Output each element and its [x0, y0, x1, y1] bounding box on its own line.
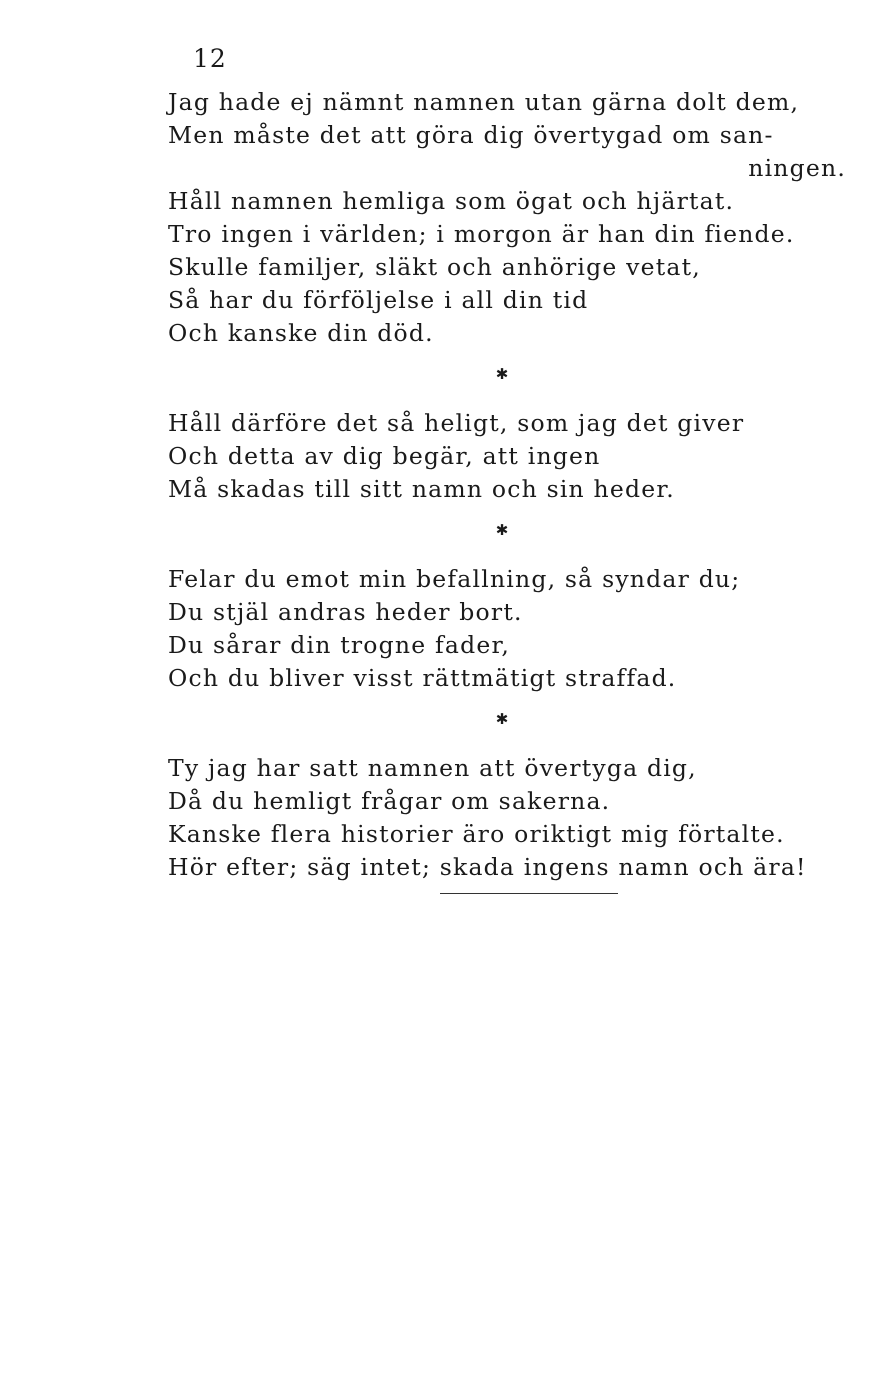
- stanza-3: [168, 563, 852, 695]
- poem-line: Du sårar din trogne fader,: [168, 631, 510, 659]
- poem-line: Då du hemligt frågar om sakerna.: [168, 787, 611, 815]
- stanza-2: [168, 407, 852, 506]
- poem-line: Jag hade ej nämnt namnen utan gärna dolt dem,: [168, 88, 800, 116]
- poem-text: [168, 86, 852, 884]
- poem-line: Du stjäl andras heder bort.: [168, 598, 523, 626]
- stanza-separator: [168, 350, 852, 407]
- stanza-1: [168, 86, 852, 350]
- asterisk-icon: ✱: [495, 365, 509, 383]
- page-number: 12: [193, 44, 227, 73]
- stanza-separator: [168, 506, 852, 563]
- asterisk-icon: ✱: [495, 521, 509, 539]
- poem-line: Så har du förföljelse i all din tid: [168, 286, 589, 314]
- poem-line: Och kanske din död.: [168, 319, 434, 347]
- poem-line: Må skadas till sitt namn och sin heder.: [168, 475, 675, 503]
- poem-line: Men måste det att göra dig övertygad om san-: [168, 121, 774, 149]
- poem-line: Ty jag har satt namnen att övertyga dig,: [168, 754, 697, 782]
- poem-line: Felar du emot min befallning, så syndar du;: [168, 565, 741, 593]
- stanza-separator: [168, 695, 852, 752]
- poem-line: Håll namnen hemliga som ögat och hjärtat.: [168, 187, 735, 215]
- poem-line: Och detta av dig begär, att ingen: [168, 442, 601, 470]
- poem-line: Skulle familjer, släkt och anhörige vetat,: [168, 253, 701, 281]
- poem-line: Kanske flera historier äro oriktigt mig förtalte.: [168, 820, 785, 848]
- poem-line: Tro ingen i världen; i morgon är han din fiende.: [168, 220, 795, 248]
- end-rule: [440, 893, 618, 894]
- stanza-4: [168, 752, 852, 884]
- poem-line: Och du bliver visst rättmätigt straffad.: [168, 664, 677, 692]
- poem-line-continuation: ningen.: [748, 154, 846, 182]
- asterisk-icon: ✱: [495, 710, 509, 728]
- poem-line: Håll därföre det så heligt, som jag det giver: [168, 409, 745, 437]
- poem-line: Hör efter; säg intet; skada ingens namn och ära!: [168, 853, 807, 881]
